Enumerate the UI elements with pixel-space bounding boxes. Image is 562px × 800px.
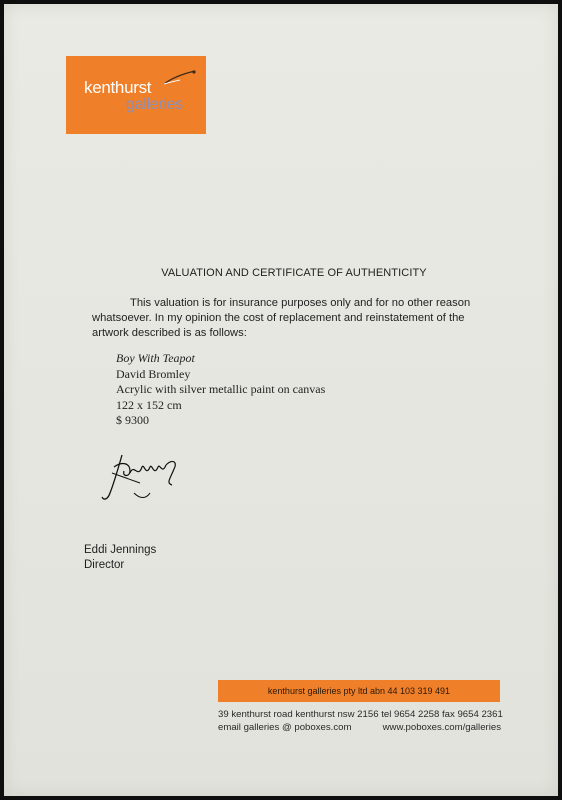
valuation-paragraph — [92, 296, 492, 341]
artwork-dimensions: 122 x 152 cm — [116, 397, 182, 412]
signer-role: Director — [84, 559, 125, 571]
artwork-medium: Acrylic with silver metallic paint on canvas — [116, 382, 326, 396]
artwork-value: $ 9300 — [116, 413, 149, 427]
valuation-text: This valuation is for insurance purposes only and for no other reason whatsoever. In my opinion the cost of replacement and reinstatement of the artwork described is as follows: — [92, 297, 471, 339]
logo-line-1: kenthurst — [84, 78, 152, 97]
document-title: VALUATION AND CERTIFICATE OF AUTHENTICITY — [161, 267, 427, 279]
footer-website: www.poboxes.com/galleries — [382, 721, 501, 733]
artwork-details — [116, 351, 325, 429]
signature — [100, 449, 200, 509]
footer-company-bar: kenthurst galleries pty ltd abn 44 103 319 491 — [218, 680, 500, 702]
footer-email: email galleries @ poboxes.com — [218, 721, 352, 733]
footer-address: 39 kenthurst road kenthurst nsw 2156 tel 9654 2258 fax 9654 2361 — [218, 709, 503, 720]
artwork-artist: David Bromley — [116, 366, 191, 381]
artwork-title: Boy With Teapot — [116, 351, 195, 365]
signer-block — [84, 543, 156, 573]
certificate-page — [4, 4, 558, 796]
signer-name: Eddi Jennings — [84, 544, 157, 556]
logo-line-2: galleries — [126, 96, 183, 113]
logo-brush-icon — [162, 68, 198, 88]
footer-contact — [218, 709, 508, 734]
gallery-logo — [66, 56, 206, 134]
